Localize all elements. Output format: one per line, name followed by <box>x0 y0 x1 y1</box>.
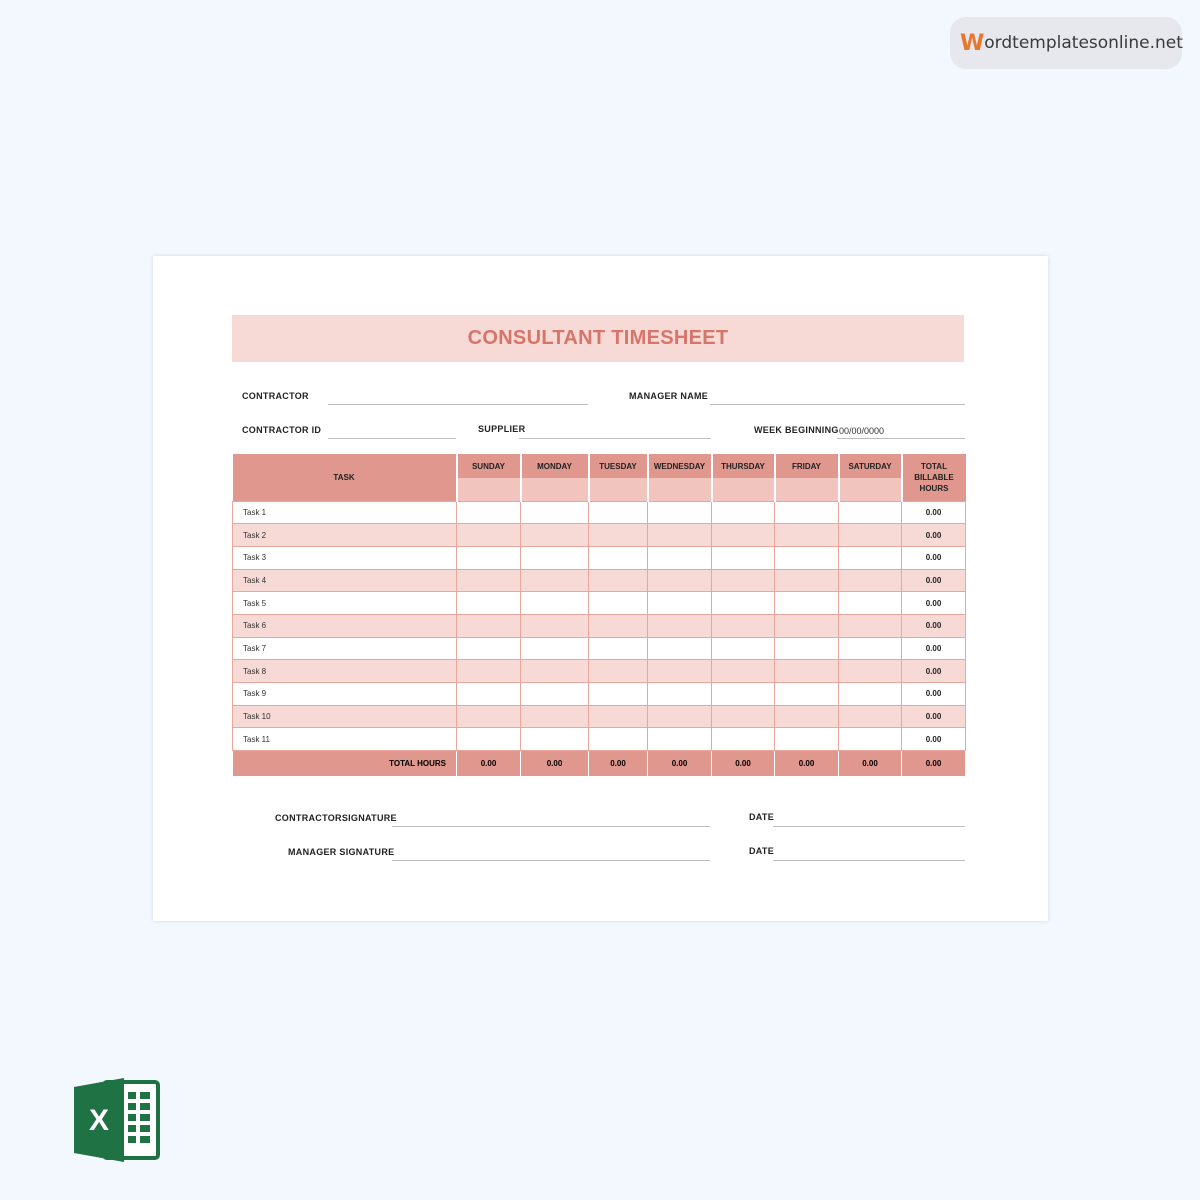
task-name-cell[interactable]: Task 4 <box>233 569 457 592</box>
hours-cell[interactable] <box>712 683 775 706</box>
hours-cell[interactable] <box>712 705 775 728</box>
table-row <box>233 637 966 660</box>
excel-icon-letter: X <box>88 1104 110 1137</box>
table-row <box>233 524 966 547</box>
row-total-cell: 0.00 <box>902 683 966 706</box>
sunday-date-cell[interactable] <box>457 478 521 501</box>
table-row <box>233 705 966 728</box>
week-beginning-value[interactable]: 00/00/0000 <box>839 426 885 436</box>
hours-cell[interactable] <box>712 569 775 592</box>
hours-cell[interactable] <box>457 614 521 637</box>
hours-cell[interactable] <box>457 705 521 728</box>
sunday-header: SUNDAY <box>457 454 521 478</box>
table-row <box>233 660 966 683</box>
hours-cell[interactable] <box>457 524 521 547</box>
task-name-cell[interactable]: Task 10 <box>233 705 457 728</box>
grand-total: 0.00 <box>902 751 966 777</box>
hours-cell[interactable] <box>589 524 648 547</box>
hours-cell[interactable] <box>712 501 775 524</box>
task-name-cell[interactable]: Task 1 <box>233 501 457 524</box>
hours-cell[interactable] <box>712 614 775 637</box>
monday-date-cell[interactable] <box>521 478 589 501</box>
row-total-cell: 0.00 <box>902 546 966 569</box>
table-row <box>233 614 966 637</box>
hours-cell[interactable] <box>521 705 589 728</box>
row-total-cell: 0.00 <box>902 728 966 751</box>
hours-cell[interactable] <box>775 683 839 706</box>
table-row <box>233 683 966 706</box>
hours-cell[interactable] <box>712 660 775 683</box>
hours-cell[interactable] <box>457 637 521 660</box>
hours-cell[interactable] <box>839 546 902 569</box>
hours-cell[interactable] <box>457 728 521 751</box>
hours-cell[interactable] <box>457 569 521 592</box>
hours-cell[interactable] <box>775 546 839 569</box>
week-beginning-label: WEEK BEGINNING <box>754 425 839 435</box>
date-field-2[interactable] <box>773 860 965 861</box>
brand-logo-text: ordtemplatesonline.net <box>984 33 1183 53</box>
hours-cell[interactable] <box>839 705 902 728</box>
table-row <box>233 592 966 615</box>
hours-cell[interactable] <box>775 614 839 637</box>
hours-cell[interactable] <box>457 501 521 524</box>
row-total-cell: 0.00 <box>902 660 966 683</box>
task-column-header: TASK <box>233 454 457 501</box>
hours-cell[interactable] <box>712 524 775 547</box>
hours-cell[interactable] <box>521 592 589 615</box>
task-name-cell[interactable]: Task 7 <box>233 637 457 660</box>
week-beginning-field <box>837 438 965 439</box>
manager-signature-field[interactable] <box>392 860 710 861</box>
hours-cell[interactable] <box>839 524 902 547</box>
hours-cell[interactable] <box>457 683 521 706</box>
contractor-signature-label: CONTRACTORSIGNATURE <box>275 813 397 823</box>
page-title: CONSULTANT TIMESHEET <box>467 327 729 349</box>
saturday-header: SATURDAY <box>839 454 902 478</box>
friday-header: FRIDAY <box>775 454 839 478</box>
contractor-signature-field[interactable] <box>392 826 710 827</box>
sunday-total: 0.00 <box>457 751 521 777</box>
hours-cell[interactable] <box>589 660 648 683</box>
hours-cell[interactable] <box>839 637 902 660</box>
hours-cell[interactable] <box>775 637 839 660</box>
hours-cell[interactable] <box>589 546 648 569</box>
wednesday-header: WEDNESDAY <box>648 454 712 478</box>
tuesday-date-cell[interactable] <box>589 478 648 501</box>
thursday-header: THURSDAY <box>712 454 775 478</box>
hours-cell[interactable] <box>521 614 589 637</box>
excel-icon <box>74 1078 160 1162</box>
hours-cell[interactable] <box>648 683 712 706</box>
thursday-date-cell[interactable] <box>712 478 775 501</box>
hours-cell[interactable] <box>839 683 902 706</box>
hours-cell[interactable] <box>839 569 902 592</box>
hours-cell[interactable] <box>648 569 712 592</box>
total-billable-hours-header: TOTAL BILLABLE HOURS <box>902 454 966 501</box>
hours-cell[interactable] <box>839 728 902 751</box>
hours-cell[interactable] <box>648 660 712 683</box>
brand-logo-letter: W <box>960 30 985 56</box>
date-label-2: DATE <box>749 846 775 856</box>
hours-cell[interactable] <box>521 501 589 524</box>
hours-cell[interactable] <box>589 705 648 728</box>
monday-header: MONDAY <box>521 454 589 478</box>
monday-total: 0.00 <box>521 751 589 777</box>
hours-cell[interactable] <box>457 592 521 615</box>
hours-cell[interactable] <box>521 524 589 547</box>
hours-cell[interactable] <box>648 546 712 569</box>
hours-cell[interactable] <box>589 683 648 706</box>
task-name-cell[interactable]: Task 5 <box>233 592 457 615</box>
hours-cell[interactable] <box>648 614 712 637</box>
hours-cell[interactable] <box>589 728 648 751</box>
friday-total: 0.00 <box>775 751 839 777</box>
table-row <box>233 501 966 524</box>
task-name-cell[interactable]: Task 8 <box>233 660 457 683</box>
hours-cell[interactable] <box>648 592 712 615</box>
hours-cell[interactable] <box>648 637 712 660</box>
hours-cell[interactable] <box>712 637 775 660</box>
row-total-cell: 0.00 <box>902 592 966 615</box>
total-hours-row <box>233 751 966 777</box>
hours-cell[interactable] <box>589 592 648 615</box>
hours-cell[interactable] <box>648 728 712 751</box>
hours-cell[interactable] <box>521 569 589 592</box>
wednesday-total: 0.00 <box>648 751 712 777</box>
saturday-date-cell[interactable] <box>839 478 902 501</box>
hours-cell[interactable] <box>521 637 589 660</box>
manager-name-field[interactable] <box>710 404 965 405</box>
hours-cell[interactable] <box>521 728 589 751</box>
wednesday-date-cell[interactable] <box>648 478 712 501</box>
hours-cell[interactable] <box>775 592 839 615</box>
task-name-cell[interactable]: Task 9 <box>233 683 457 706</box>
tuesday-total: 0.00 <box>589 751 648 777</box>
hours-cell[interactable] <box>839 501 902 524</box>
hours-cell[interactable] <box>457 660 521 683</box>
row-total-cell: 0.00 <box>902 569 966 592</box>
task-name-cell[interactable]: Task 2 <box>233 524 457 547</box>
row-total-cell: 0.00 <box>902 705 966 728</box>
hours-cell[interactable] <box>712 546 775 569</box>
hours-cell[interactable] <box>648 705 712 728</box>
task-name-cell[interactable]: Task 6 <box>233 614 457 637</box>
hours-cell[interactable] <box>589 501 648 524</box>
contractor-label: CONTRACTOR <box>242 391 309 401</box>
manager-signature-label: MANAGER SIGNATURE <box>288 847 395 857</box>
hours-cell[interactable] <box>521 683 589 706</box>
hours-cell[interactable] <box>839 592 902 615</box>
hours-cell[interactable] <box>839 660 902 683</box>
date-field-1[interactable] <box>773 826 965 827</box>
hours-cell[interactable] <box>775 569 839 592</box>
hours-cell[interactable] <box>775 660 839 683</box>
manager-name-label: MANAGER NAME <box>629 391 709 401</box>
supplier-field[interactable] <box>519 438 711 439</box>
task-name-cell[interactable]: Task 3 <box>233 546 457 569</box>
hours-cell[interactable] <box>589 614 648 637</box>
date-label-1: DATE <box>749 812 775 822</box>
table-row <box>233 569 966 592</box>
total-hours-label: TOTAL HOURS <box>233 751 457 777</box>
hours-cell[interactable] <box>457 546 521 569</box>
thursday-total: 0.00 <box>712 751 775 777</box>
hours-cell[interactable] <box>589 637 648 660</box>
brand-badge[interactable] <box>950 17 1182 69</box>
hours-cell[interactable] <box>521 546 589 569</box>
hours-cell[interactable] <box>712 592 775 615</box>
table-row <box>233 728 966 751</box>
tuesday-header: TUESDAY <box>589 454 648 478</box>
table-row <box>233 546 966 569</box>
saturday-total: 0.00 <box>839 751 902 777</box>
contractor-id-field[interactable] <box>328 438 456 439</box>
hours-cell[interactable] <box>589 569 648 592</box>
task-name-cell[interactable]: Task 11 <box>233 728 457 751</box>
supplier-label: SUPPLIER <box>478 424 526 434</box>
hours-cell[interactable] <box>775 705 839 728</box>
hours-cell[interactable] <box>839 614 902 637</box>
contractor-id-label: CONTRACTOR ID <box>242 425 322 435</box>
title-banner <box>232 315 964 362</box>
contractor-field[interactable] <box>328 404 588 405</box>
hours-cell[interactable] <box>648 501 712 524</box>
hours-cell[interactable] <box>775 501 839 524</box>
row-total-cell: 0.00 <box>902 614 966 637</box>
row-total-cell: 0.00 <box>902 637 966 660</box>
timesheet-document <box>153 256 1048 921</box>
hours-cell[interactable] <box>775 728 839 751</box>
row-total-cell: 0.00 <box>902 524 966 547</box>
hours-cell[interactable] <box>712 728 775 751</box>
timesheet-table <box>232 454 966 777</box>
timesheet-body <box>233 501 966 751</box>
friday-date-cell[interactable] <box>775 478 839 501</box>
hours-cell[interactable] <box>521 660 589 683</box>
hours-cell[interactable] <box>775 524 839 547</box>
hours-cell[interactable] <box>648 524 712 547</box>
row-total-cell: 0.00 <box>902 501 966 524</box>
